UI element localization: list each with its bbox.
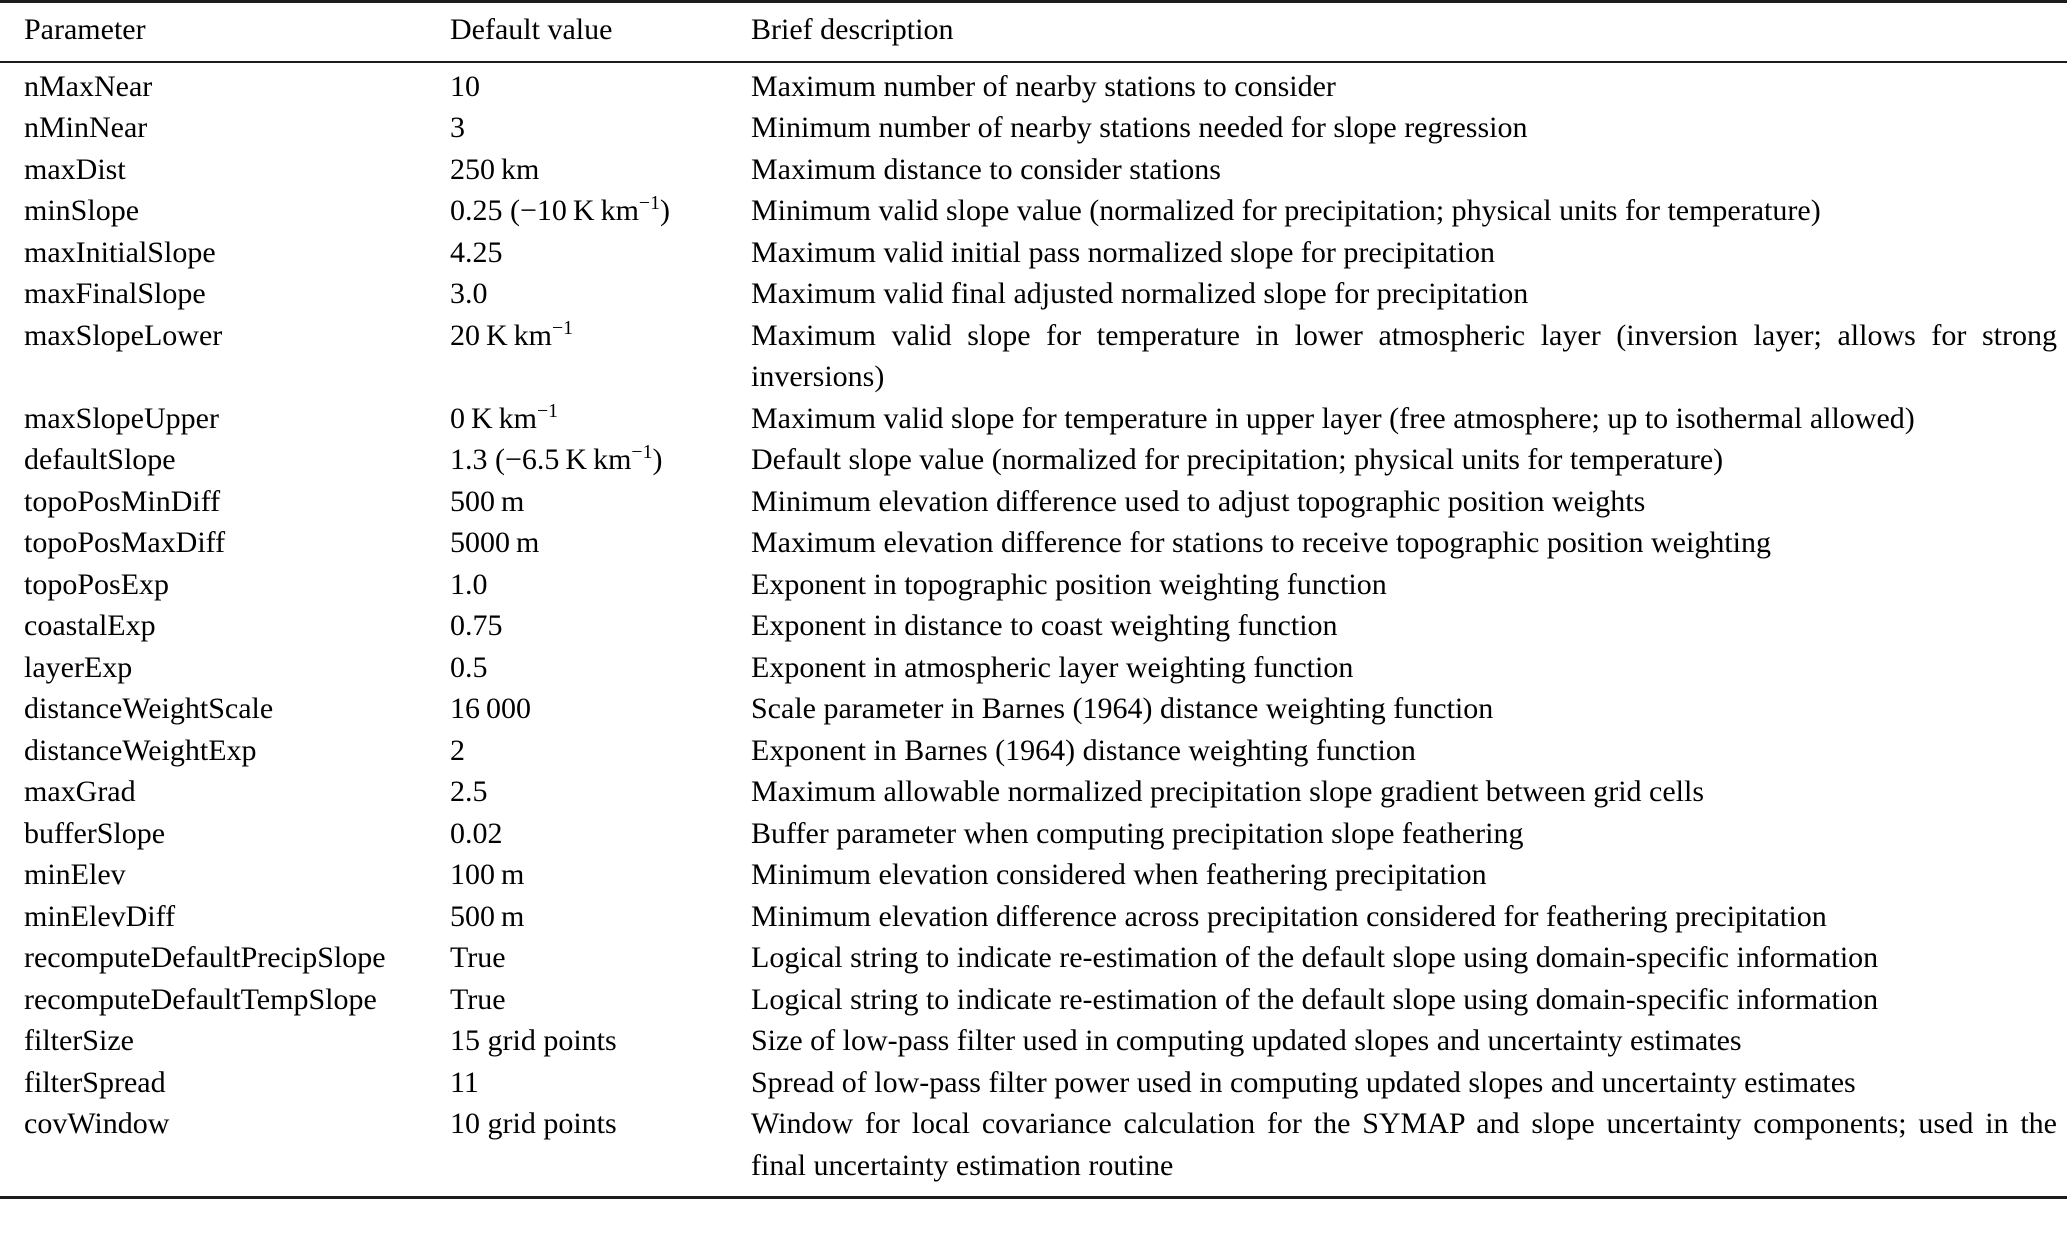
table-row xyxy=(0,771,2067,813)
table-row xyxy=(0,937,2067,979)
default-value: 10 xyxy=(450,69,480,103)
default-value: 500 m xyxy=(450,899,525,933)
default-value: 4.25 xyxy=(450,235,503,269)
parameter-name: distanceWeightExp xyxy=(24,733,257,767)
parameter-name: bufferSlope xyxy=(24,816,166,850)
table-row xyxy=(0,605,2067,647)
brief-description: Logical string to indicate re-estimation of the default slope using domain-specific information xyxy=(751,941,1879,974)
table-row xyxy=(0,979,2067,1021)
parameter-name: minElevDiff xyxy=(24,899,176,933)
parameter-name: coastalExp xyxy=(24,609,156,642)
default-value: True xyxy=(450,982,506,1016)
table-row xyxy=(0,896,2067,938)
column-header-brief-description: Brief description xyxy=(751,2,2067,62)
default-value: 500 m xyxy=(450,484,525,518)
default-value: 2 xyxy=(450,733,465,767)
brief-description: Maximum valid final adjusted normalized slope for precipitation xyxy=(751,277,1529,310)
default-value: 15 grid points xyxy=(450,1024,617,1057)
default-value: 1.3 (−6.5 K $km^{-1}$) xyxy=(450,441,663,476)
brief-description: Default slope value (normalized for precipitation; physical units for temperature) xyxy=(751,443,1724,476)
default-value: 11 xyxy=(450,1065,479,1099)
default-value: 2.5 xyxy=(450,775,488,808)
default-value: 10 grid points xyxy=(450,1107,617,1140)
table-row xyxy=(0,688,2067,730)
default-value: 5000 m xyxy=(450,526,540,559)
brief-description: Maximum valid slope for temperature in upper layer (free atmosphere; up to isothermal allowed) xyxy=(751,401,1915,435)
header-row xyxy=(0,2,2067,62)
superscript-exponent: −1 xyxy=(631,441,653,464)
default-value: 3.0 xyxy=(450,277,488,310)
default-value: 0.5 xyxy=(450,650,488,684)
superscript-exponent: −1 xyxy=(638,192,660,215)
parameter-name: layerExp xyxy=(24,650,133,684)
brief-description: Maximum number of nearby stations to consider xyxy=(751,69,1336,103)
parameter-name: nMaxNear xyxy=(24,69,153,103)
default-value: 20 K $km^{-1}$ xyxy=(450,316,574,352)
parameter-name: maxGrad xyxy=(24,775,136,808)
brief-description: Minimum elevation considered when feathering precipitation xyxy=(751,858,1487,891)
parameter-name: maxDist xyxy=(24,152,126,186)
column-header-default-value: Default value xyxy=(450,2,751,62)
table-row xyxy=(0,481,2067,523)
brief-description: Minimum elevation difference across precipitation considered for feathering precipitation xyxy=(751,899,1827,933)
brief-description: Maximum valid slope for temperature in lower atmospheric layer (inversion layer; allows for strong inversions) xyxy=(751,318,2057,393)
brief-description: Logical string to indicate re-estimation of the default slope using domain-specific information xyxy=(751,982,1879,1016)
brief-description: Maximum valid initial pass normalized slope for precipitation xyxy=(751,235,1495,269)
default-value: True xyxy=(450,941,506,974)
parameter-name: minSlope xyxy=(24,194,140,227)
parameter-name: maxFinalSlope xyxy=(24,277,206,310)
parameter-name: topoPosExp xyxy=(24,567,170,601)
default-value: 0.75 xyxy=(450,609,503,642)
superscript-exponent: −1 xyxy=(552,316,574,339)
column-header-parameter: Parameter xyxy=(0,2,450,62)
brief-description: Maximum allowable normalized precipitation slope gradient between grid cells xyxy=(751,775,1705,808)
table-row xyxy=(0,1020,2067,1062)
parameter-name: filterSize xyxy=(24,1024,134,1057)
table-row xyxy=(0,273,2067,315)
brief-description: Minimum number of nearby stations needed for slope regression xyxy=(751,111,1528,144)
table-row xyxy=(0,398,2067,440)
parameter-name: covWindow xyxy=(24,1107,170,1140)
brief-description: Exponent in atmospheric layer weighting function xyxy=(751,650,1354,684)
table-header xyxy=(0,2,2067,62)
brief-description: Maximum elevation difference for stations to receive topographic position weighting xyxy=(751,526,1771,559)
table-row xyxy=(0,647,2067,689)
table-row xyxy=(0,190,2067,232)
parameter-name: maxInitialSlope xyxy=(24,235,216,269)
parameter-name: distanceWeightScale xyxy=(24,692,274,725)
parameter-name: recomputeDefaultTempSlope xyxy=(24,982,377,1016)
brief-description: Exponent in Barnes (1964) distance weighting function xyxy=(751,733,1416,767)
brief-description: Buffer parameter when computing precipitation slope feathering xyxy=(751,816,1524,850)
parameter-name: maxSlopeUpper xyxy=(24,401,219,435)
default-value: 250 km xyxy=(450,152,540,186)
table-body xyxy=(0,62,2067,1198)
brief-description: Minimum elevation difference used to adjust topographic position weights xyxy=(751,484,1646,518)
brief-description: Exponent in topographic position weighting function xyxy=(751,567,1387,601)
parameter-name: minElev xyxy=(24,858,126,891)
table-row xyxy=(0,62,2067,108)
table-row xyxy=(0,564,2067,606)
parameter-name: defaultSlope xyxy=(24,443,176,476)
table-row xyxy=(0,730,2067,772)
default-value: 0.25 (−10 K $km^{-1}$) xyxy=(450,192,670,227)
table-row xyxy=(0,1062,2067,1104)
table-row xyxy=(0,107,2067,149)
default-value: 3 xyxy=(450,111,465,144)
default-value: 0 K $km^{-1}$ xyxy=(450,399,559,435)
default-value: 0.02 xyxy=(450,816,503,850)
default-value: 100 m xyxy=(450,858,525,891)
brief-description: Size of low-pass filter used in computing updated slopes and uncertainty estimates xyxy=(751,1024,1742,1057)
brief-description: Scale parameter in Barnes (1964) distance weighting function xyxy=(751,692,1494,725)
table-row xyxy=(0,1103,2067,1198)
brief-description: Exponent in distance to coast weighting function xyxy=(751,609,1338,642)
parameter-name: topoPosMaxDiff xyxy=(24,526,226,559)
parameter-name: topoPosMinDiff xyxy=(24,484,221,518)
table-row xyxy=(0,315,2067,398)
parameter-name: filterSpread xyxy=(24,1065,166,1099)
table-row xyxy=(0,149,2067,191)
table-row xyxy=(0,854,2067,896)
brief-description: Spread of low-pass filter power used in computing updated slopes and uncertainty estimates xyxy=(751,1065,1856,1099)
parameter-name: maxSlopeLower xyxy=(24,318,223,352)
brief-description: Maximum distance to consider stations xyxy=(751,152,1221,186)
brief-description: Window for local covariance calculation for the SYMAP and slope uncertainty components; used in the final uncertainty estimation routine xyxy=(751,1107,2057,1182)
table-row xyxy=(0,813,2067,855)
parameter-name: recomputeDefaultPrecipSlope xyxy=(24,941,386,974)
table-row xyxy=(0,232,2067,274)
brief-description: Minimum valid slope value (normalized for precipitation; physical units for temperature) xyxy=(751,194,1821,227)
default-value: 1.0 xyxy=(450,567,488,601)
table-row xyxy=(0,439,2067,481)
superscript-exponent: −1 xyxy=(537,399,559,422)
default-value: 16 000 xyxy=(450,692,532,725)
parameter-name: nMinNear xyxy=(24,111,148,144)
table-row xyxy=(0,522,2067,564)
